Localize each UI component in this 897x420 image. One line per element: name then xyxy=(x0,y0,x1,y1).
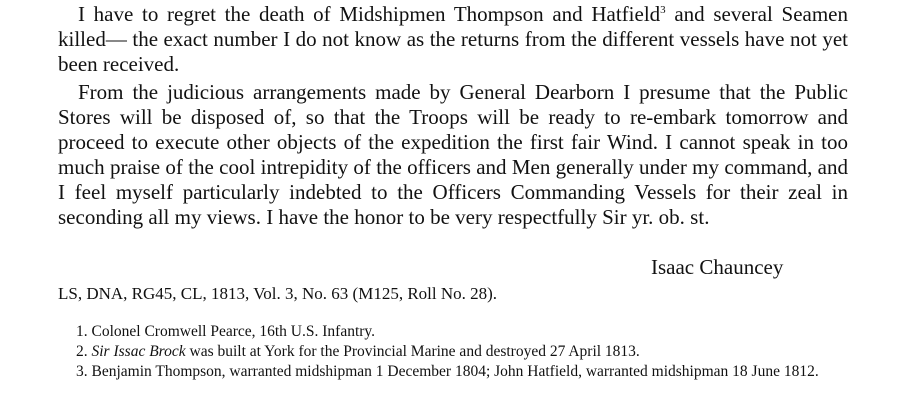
footnote-2-text: was built at York for the Provincial Marine and destroyed 27 April 1813. xyxy=(185,343,640,360)
source-citation: LS, DNA, RG45, CL, 1813, Vol. 3, No. 63 (M125, Roll No. 28). xyxy=(58,284,498,303)
footnote-2-ship-name: Sir Issac Brock xyxy=(91,343,186,360)
footnote-1: 1. Colonel Cromwell Pearce, 16th U.S. Infantry. xyxy=(76,323,376,340)
footnote-2-number: 2. xyxy=(76,343,92,360)
paragraph-1-text-end: and several Seamen killed— the exact number I do not know as the returns from the different vessels have not yet been received. xyxy=(58,2,848,76)
paragraph-1-text-start: I have to regret the death of Midshipmen Thompson and Hatfield xyxy=(78,2,661,26)
footnotes-list xyxy=(58,322,850,382)
footnote-reference-3: 3 xyxy=(660,4,666,16)
letter-paragraph-2: From the judicious arrangements made by General Dearborn I presume that the Public Stores will be disposed of, so that the Troops will be ready to re-embark tomorrow and proceed to execute other objects of the expedition the first fair Wind. I cannot speak in too much praise of the cool intrepidity of the officers and Men generally under my command, and I feel myself particularly indebted to the Officers Commanding Vessels for their zeal in seconding all my views. I have the honor to be very respectfully Sir yr. ob. st. xyxy=(58,80,848,229)
letter-paragraph-1 xyxy=(58,2,848,77)
footnote-2 xyxy=(58,342,850,361)
footnote-3: 3. Benjamin Thompson, warranted midshipman 1 December 1804; John Hatfield, warranted midshipman 18 June 1812. xyxy=(76,363,819,380)
signature: Isaac Chauncey xyxy=(651,255,784,279)
